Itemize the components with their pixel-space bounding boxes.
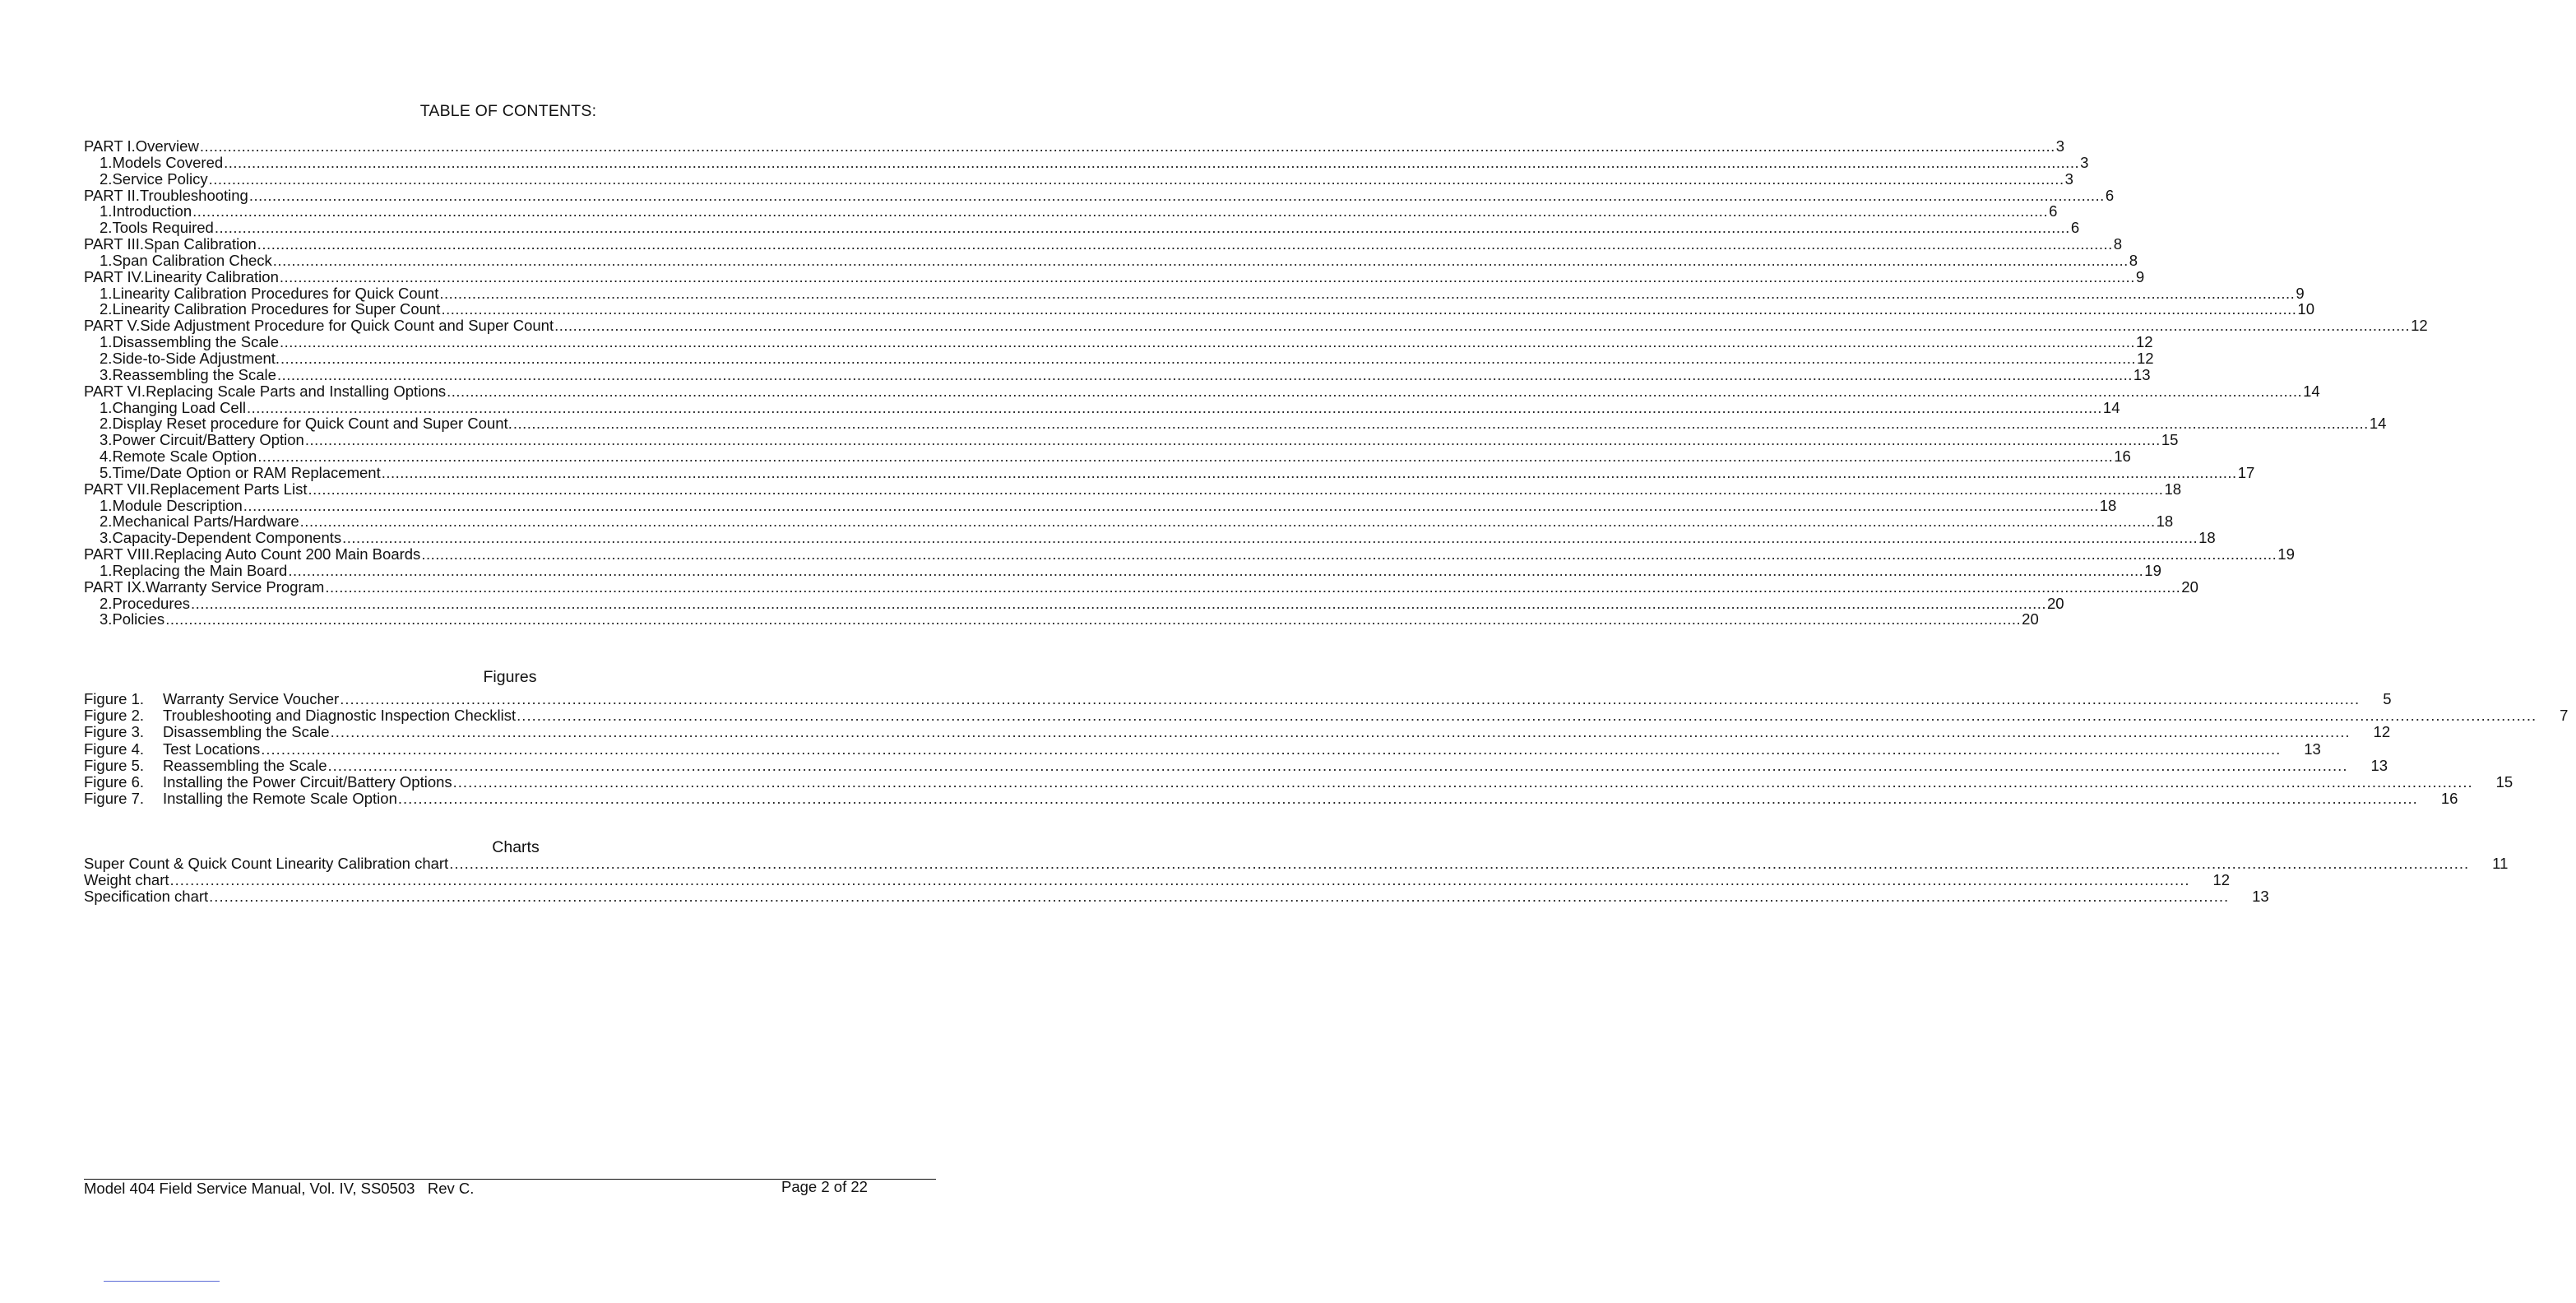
toc-entry	[84, 529, 2216, 547]
dot-leader: ................................................................................................................................................................................................................................................................................................................................................................................................................	[421, 545, 2277, 563]
toc-entry-number: PART VI.	[84, 382, 146, 400]
toc-entry-page: 9	[2135, 267, 2145, 285]
dot-leader: ................................................................................................................................................................................................................................................................................................................................................................................................................	[439, 284, 2296, 302]
toc-entry-title: Display Reset procedure for Quick Count and Super Count.	[112, 415, 512, 433]
toc-entry-title: Tools Required	[112, 219, 214, 237]
toc-entry-title: Troubleshooting	[139, 186, 248, 204]
figure-label: Figure 4.	[84, 740, 145, 758]
figures-heading: Figures	[483, 668, 537, 686]
toc-part-entry	[84, 480, 2182, 498]
figure-label: Figure 3.	[84, 723, 145, 741]
toc-entry-number: 3.	[100, 431, 113, 449]
toc-entry	[84, 349, 2154, 367]
dot-leader: ................................................................................................................................................................................................................................................................................................................................................................................................................	[257, 447, 2114, 466]
dot-leader: ................................................................................................................................................................................................................................................................................................................................................................................................................	[243, 496, 2099, 514]
dot-leader: ................................................................................................................................................................................................................................................................................................................................................................................................................	[279, 267, 2135, 285]
figure-entry	[84, 790, 2458, 808]
toc-entry-page: 3	[2064, 169, 2073, 188]
dot-leader: ................................................................................................................................................................................................................................................................................................................................................................................................................	[214, 219, 2070, 237]
toc-entry-page: 16	[2114, 447, 2131, 466]
toc-entry-title: Side Adjustment Procedure for Quick Count and Super Count	[140, 317, 554, 335]
footer-document-id: Model 404 Field Service Manual, Vol. IV, SS0503 Rev C.	[84, 1180, 475, 1197]
toc-entry-title: Side-to-Side Adjustment.	[112, 349, 280, 367]
dot-leader: ................................................................................................................................................................................................................................................................................................................................................................................................................	[280, 333, 2135, 351]
figure-title: Warranty Service Voucher	[163, 690, 340, 707]
toc-entry-title: Warranty Service Program	[146, 577, 325, 596]
toc-entry	[84, 415, 2387, 433]
toc-entry-page: 10	[2297, 300, 2314, 318]
dot-leader: ................................................................................................................................................................................................................................................................................................................................................................................................................	[209, 888, 2230, 906]
charts-list	[84, 855, 2509, 906]
chart-entry	[84, 871, 2231, 889]
dot-leader: ................................................................................................................................................................................................................................................................................................................................................................................................................	[381, 463, 2237, 481]
chart-entry	[84, 888, 2269, 906]
toc-entry-page: 18	[2099, 496, 2117, 514]
toc-entry-title: Span Calibration Check	[112, 251, 272, 269]
dot-leader: ................................................................................................................................................................................................................................................................................................................................................................................................................	[304, 431, 2161, 449]
toc-entry-page: 15	[2161, 431, 2179, 449]
toc-entry-page: 14	[2303, 382, 2320, 400]
toc-entry-page: 12	[2137, 349, 2154, 367]
toc-entry	[84, 202, 2058, 220]
toc-entry	[84, 463, 2255, 481]
toc-entry-page: 3	[2055, 137, 2065, 155]
charts-heading: Charts	[492, 838, 540, 856]
toc-entry	[84, 398, 2120, 416]
toc-entry-page: 12	[2135, 333, 2153, 351]
toc-entry-page: 8	[2113, 235, 2123, 253]
toc-entry-page: 17	[2237, 463, 2255, 481]
toc-entry-title: Replacing Auto Count 200 Main Boards	[154, 545, 421, 563]
toc-entry-title: Replacement Parts List	[150, 480, 308, 498]
toc-entry-number: 1.	[100, 561, 113, 579]
toc-entry-title: Overview	[135, 137, 199, 155]
toc-part-entry	[84, 267, 2145, 285]
figure-entry	[84, 756, 2388, 774]
toc-part-entry	[84, 186, 2115, 204]
dot-leader: ................................................................................................................................................................................................................................................................................................................................................................................................................	[257, 235, 2113, 253]
toc-part-entry	[84, 317, 2428, 335]
toc-entry-page: 19	[2144, 561, 2161, 579]
figure-page: 16	[2440, 790, 2458, 808]
toc-entry	[84, 431, 2179, 449]
toc-entry-page: 13	[2133, 365, 2151, 383]
figure-title: Installing the Power Circuit/Battery Options	[163, 772, 452, 791]
toc-entry-number: 3.	[100, 529, 113, 547]
figures-list	[84, 690, 2569, 808]
toc-entry-page: 6	[2105, 186, 2115, 204]
figure-label: Figure 1.	[84, 690, 145, 707]
toc-entry-title: Models Covered	[112, 153, 224, 171]
toc-part-entry	[84, 577, 2198, 596]
toc-entry-number: 1.	[100, 202, 113, 220]
figure-title: Test Locations	[163, 740, 261, 758]
toc-entry-number: 2.	[100, 219, 113, 237]
toc-entry-page: 3	[2080, 153, 2089, 171]
toc-entry	[84, 251, 2138, 269]
toc-part-entry	[84, 235, 2123, 253]
toc-entry-number: PART IX.	[84, 577, 146, 596]
toc-entry-title: Linearity Calibration Procedures for Super Count	[112, 300, 441, 318]
figure-entry	[84, 690, 2392, 707]
toc-entry-title: Time/Date Option or RAM Replacement	[112, 463, 381, 481]
dot-leader: ................................................................................................................................................................................................................................................................................................................................................................................................................	[441, 300, 2297, 318]
figure-page: 13	[2304, 740, 2321, 758]
toc-entry-title: Linearity Calibration	[144, 267, 279, 285]
dot-leader: ................................................................................................................................................................................................................................................................................................................................................................................................................	[272, 251, 2129, 269]
figure-title: Installing the Remote Scale Option	[163, 790, 397, 808]
toc-entry-title: Changing Load Cell	[112, 398, 246, 416]
toc-entry-number: 5.	[100, 463, 113, 481]
toc-entry	[84, 284, 2305, 302]
dot-leader: ................................................................................................................................................................................................................................................................................................................................................................................................................	[191, 594, 2047, 612]
toc-entry-number: PART I.	[84, 137, 136, 155]
toc-entry-page: 20	[2047, 594, 2064, 612]
toc-entry	[84, 365, 2151, 383]
toc-entry-title: Reassembling the Scale	[112, 365, 276, 383]
toc-entry	[84, 512, 2174, 531]
dot-leader: ................................................................................................................................................................................................................................................................................................................................................................................................................	[299, 512, 2156, 531]
dot-leader: ................................................................................................................................................................................................................................................................................................................................................................................................................	[330, 723, 2351, 741]
dot-leader: ................................................................................................................................................................................................................................................................................................................................................................................................................	[342, 529, 2198, 547]
chart-entry	[84, 855, 2509, 872]
toc-entry-page: 20	[2181, 577, 2198, 596]
toc-entry-title: Remote Scale Option	[112, 447, 257, 466]
dot-leader: ................................................................................................................................................................................................................................................................................................................................................................................................................	[169, 871, 2190, 889]
dot-leader: ................................................................................................................................................................................................................................................................................................................................................................................................................	[325, 577, 2181, 596]
scan-artifact-line	[104, 1281, 220, 1282]
dot-leader: ................................................................................................................................................................................................................................................................................................................................................................................................................	[208, 169, 2064, 188]
toc-entry-title: Service Policy	[112, 169, 208, 188]
toc-entry-page: 18	[2164, 480, 2182, 498]
toc-entry-number: PART IV.	[84, 267, 145, 285]
dot-leader: ................................................................................................................................................................................................................................................................................................................................................................................................................	[512, 415, 2369, 433]
toc-entry	[84, 594, 2064, 612]
toc-entry-number: 3.	[100, 610, 113, 628]
toc-entry-number: 2.	[100, 169, 113, 188]
toc-entry-number: PART III.	[84, 235, 144, 253]
toc-entry-page: 18	[2156, 512, 2174, 531]
dot-leader: ................................................................................................................................................................................................................................................................................................................................................................................................................	[517, 707, 2537, 725]
figure-entry	[84, 707, 2569, 725]
toc-entry-number: 4.	[100, 447, 113, 466]
dot-leader: ................................................................................................................................................................................................................................................................................................................................................................................................................	[248, 186, 2105, 204]
toc-entry	[84, 219, 2080, 237]
toc-entry-number: 2.	[100, 300, 113, 318]
toc-entry-page: 6	[2070, 219, 2080, 237]
toc-entry	[84, 610, 2039, 628]
dot-leader: ................................................................................................................................................................................................................................................................................................................................................................................................................	[397, 790, 2418, 808]
toc-entry-title: Disassembling the Scale	[112, 333, 280, 351]
dot-leader: ................................................................................................................................................................................................................................................................................................................................................................................................................	[554, 317, 2411, 335]
chart-page: 13	[2252, 888, 2269, 906]
dot-leader: ................................................................................................................................................................................................................................................................................................................................................................................................................	[261, 740, 2282, 758]
dot-leader: ................................................................................................................................................................................................................................................................................................................................................................................................................	[165, 610, 2022, 628]
toc-entry-number: 2.	[100, 594, 113, 612]
figure-title: Troubleshooting and Diagnostic Inspection Checklist	[163, 707, 517, 725]
toc-entry	[84, 300, 2314, 318]
dot-leader: ................................................................................................................................................................................................................................................................................................................................................................................................................	[452, 772, 2473, 791]
toc-entry-number: 2.	[100, 349, 113, 367]
toc-entry-page: 6	[2049, 202, 2058, 220]
toc-entry	[84, 496, 2117, 514]
figure-title: Disassembling the Scale	[163, 723, 330, 741]
dot-leader: ................................................................................................................................................................................................................................................................................................................................................................................................................	[199, 137, 2055, 155]
toc-entry-page: 8	[2129, 251, 2138, 269]
toc-entry-number: PART II.	[84, 186, 140, 204]
page-title: TABLE OF CONTENTS:	[419, 102, 597, 120]
toc-entry-page: 12	[2411, 317, 2428, 335]
toc-entry-page: 20	[2022, 610, 2039, 628]
figure-page: 5	[2383, 690, 2392, 707]
dot-leader: ................................................................................................................................................................................................................................................................................................................................................................................................................	[340, 690, 2361, 707]
toc-part-entry	[84, 545, 2295, 563]
toc-entry-number: 1.	[100, 284, 113, 302]
chart-page: 11	[2492, 855, 2509, 872]
toc-entry-number: PART VIII.	[84, 545, 155, 563]
toc-entry-title: Replacing Scale Parts and Installing Options	[146, 382, 447, 400]
toc-entry-title: Policies	[112, 610, 165, 628]
figure-label: Figure 6.	[84, 772, 145, 791]
toc-entry-page: 9	[2296, 284, 2305, 302]
figure-label: Figure 2.	[84, 707, 145, 725]
toc-entry	[84, 333, 2153, 351]
toc-entry-number: PART V.	[84, 317, 141, 335]
dot-leader: ................................................................................................................................................................................................................................................................................................................................................................................................................	[288, 561, 2144, 579]
toc-entry-page: 14	[2102, 398, 2120, 416]
footer-page-number: Page 2 of 22	[781, 1178, 868, 1195]
toc-entry-number: 1.	[100, 251, 113, 269]
toc-entry	[84, 447, 2131, 466]
toc-entry-title: Module Description	[112, 496, 243, 514]
figure-page: 15	[2495, 772, 2513, 791]
toc-entry-number: 2.	[100, 512, 113, 531]
figure-entry	[84, 723, 2391, 741]
toc-entry-number: 3.	[100, 365, 113, 383]
toc-entry	[84, 169, 2073, 188]
figure-page: 7	[2560, 707, 2569, 725]
toc-entry-title: Capacity-Dependent Components	[112, 529, 342, 547]
table-of-contents	[84, 137, 2428, 628]
toc-entry-title: Introduction	[112, 202, 192, 220]
toc-entry-page: 18	[2198, 529, 2216, 547]
toc-part-entry	[84, 382, 2320, 400]
toc-part-entry	[84, 137, 2065, 155]
toc-entry-title: Procedures	[112, 594, 191, 612]
dot-leader: ................................................................................................................................................................................................................................................................................................................................................................................................................	[280, 349, 2137, 367]
toc-entry-title: Mechanical Parts/Hardware	[112, 512, 299, 531]
figure-title: Reassembling the Scale	[163, 756, 327, 774]
figure-page: 13	[2370, 756, 2388, 774]
toc-entry	[84, 153, 2089, 171]
toc-entry-page: 19	[2277, 545, 2295, 563]
dot-leader: ................................................................................................................................................................................................................................................................................................................................................................................................................	[246, 398, 2102, 416]
chart-title: Super Count & Quick Count Linearity Calibration chart	[84, 855, 449, 872]
toc-entry-title: Power Circuit/Battery Option	[112, 431, 304, 449]
dot-leader: ................................................................................................................................................................................................................................................................................................................................................................................................................	[308, 480, 2164, 498]
toc-entry-number: 1.	[100, 153, 113, 171]
chart-title: Weight chart	[84, 871, 169, 889]
toc-entry-page: 14	[2369, 415, 2387, 433]
toc-entry-number: 1.	[100, 496, 113, 514]
dot-leader: ................................................................................................................................................................................................................................................................................................................................................................................................................	[192, 202, 2049, 220]
toc-entry-number: 1.	[100, 333, 113, 351]
figure-entry	[84, 740, 2321, 758]
dot-leader: ................................................................................................................................................................................................................................................................................................................................................................................................................	[276, 365, 2133, 383]
toc-entry-title: Replacing the Main Board	[112, 561, 288, 579]
dot-leader: ................................................................................................................................................................................................................................................................................................................................................................................................................	[224, 153, 2080, 171]
dot-leader: ................................................................................................................................................................................................................................................................................................................................................................................................................	[447, 382, 2303, 400]
dot-leader: ................................................................................................................................................................................................................................................................................................................................................................................................................	[327, 756, 2348, 774]
toc-entry-title: Linearity Calibration Procedures for Quick Count	[112, 284, 439, 302]
figure-label: Figure 5.	[84, 756, 145, 774]
toc-entry	[84, 561, 2161, 579]
toc-entry-number: PART VII.	[84, 480, 151, 498]
toc-entry-title: Span Calibration	[144, 235, 257, 253]
chart-title: Specification chart	[84, 888, 209, 906]
figure-entry	[84, 772, 2513, 791]
toc-entry-number: 1.	[100, 398, 113, 416]
dot-leader: ................................................................................................................................................................................................................................................................................................................................................................................................................	[449, 855, 2470, 872]
toc-entry-number: 2.	[100, 415, 113, 433]
figure-page: 12	[2373, 723, 2391, 741]
chart-page: 12	[2212, 871, 2231, 889]
figure-label: Figure 7.	[84, 790, 145, 808]
